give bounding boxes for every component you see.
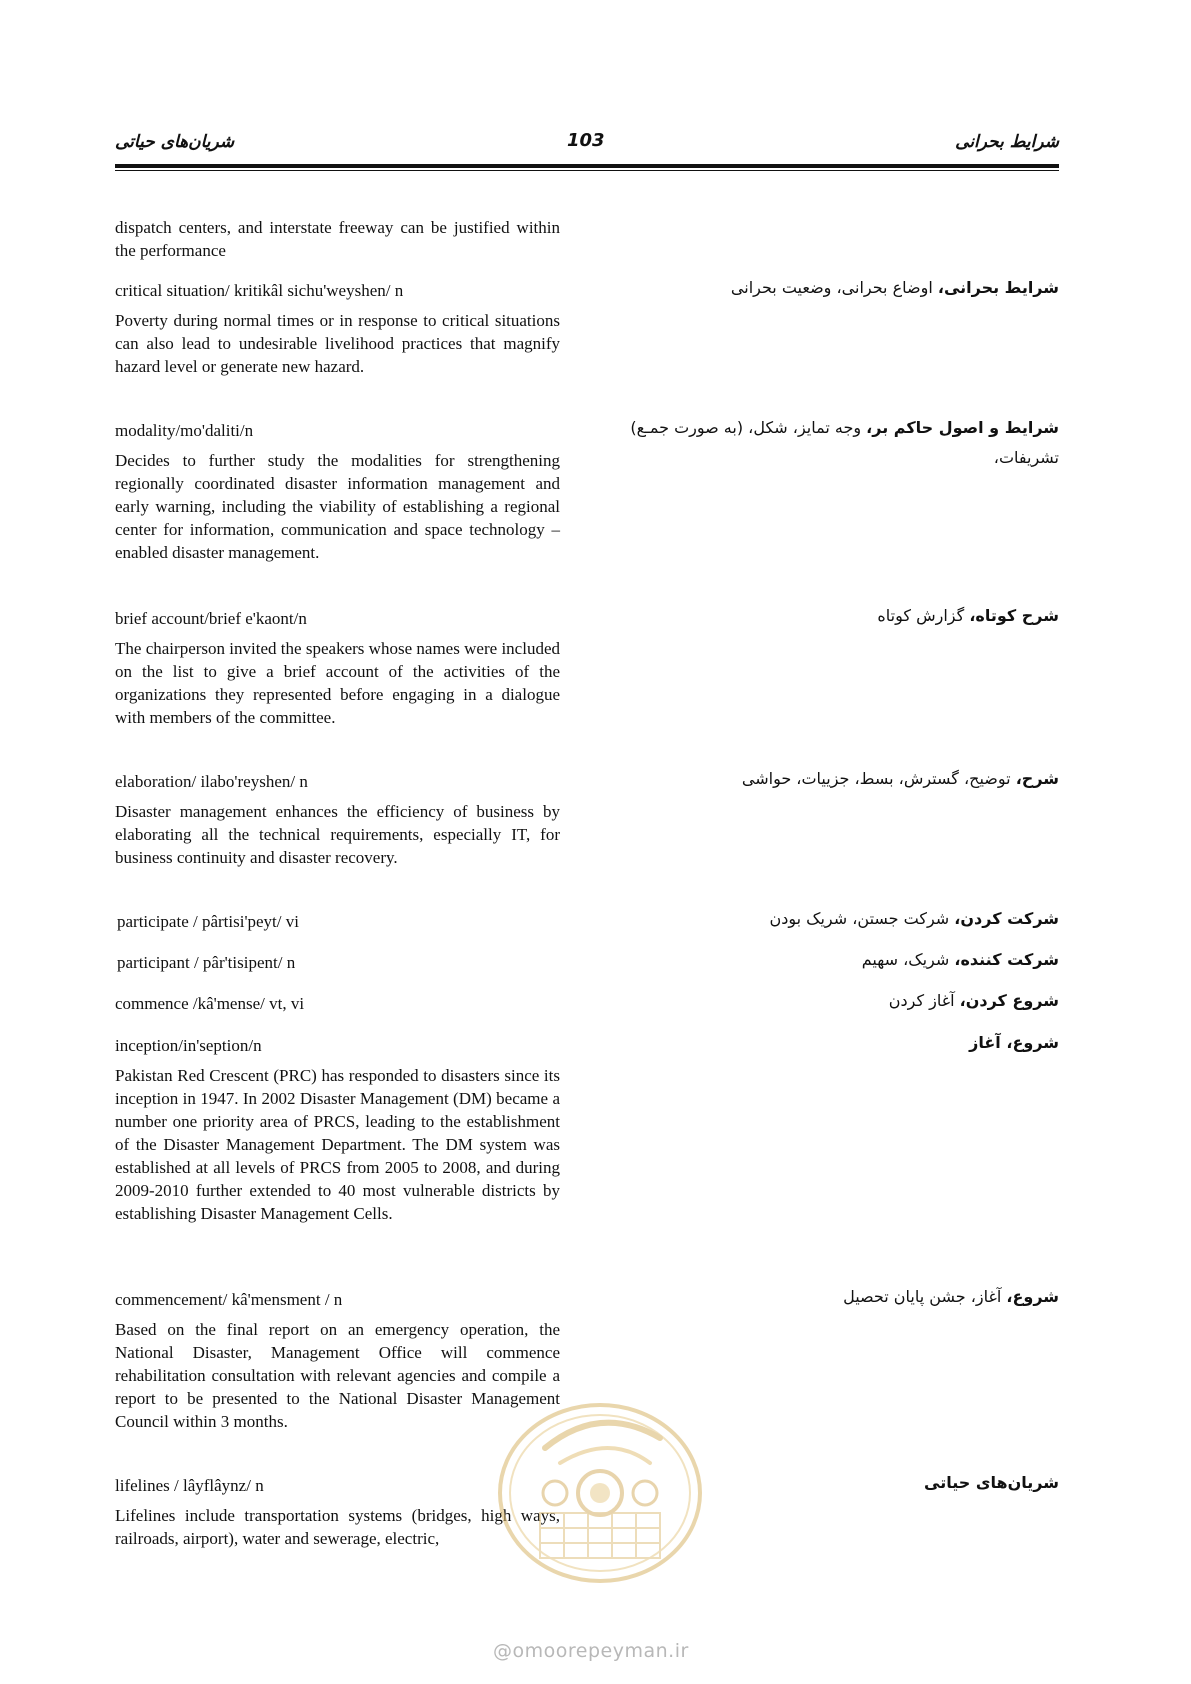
entry-example: The chairperson invited the speakers whose names were included on the list to give a brief account of the activities of the organizations they represented before engaging in a dialogue with members of the committee.: [115, 639, 560, 727]
entry-english: [115, 607, 560, 729]
at-icon: @: [493, 1640, 513, 1662]
entry-term: participant / pâr'tisipent/ n: [117, 953, 296, 972]
entry-persian-head: شرکت کننده،: [954, 950, 1059, 969]
entry-term: modality/mo'daliti/n: [115, 421, 254, 440]
entry-persian-rest: آغاز، جشن پایان تحصیل: [843, 1287, 1007, 1306]
entry-term: lifelines / lâyflâynz/ n: [115, 1476, 264, 1495]
entry-example: Pakistan Red Crescent (PRC) has responded to disasters since its inception in 1947. In 2002 Disaster Management (DM) became a number one priority area of PRCS, leading to the establishment of the Disaster Management Department. The DM system was established at all levels of PRCS from 2005 to 2008, and during 2009-2010 further extended to 40 most vulnerable districts by establishing Disaster Management Cells.: [115, 1066, 560, 1223]
entry-example: Lifelines include transportation systems (bridges, high ways, railroads, airport), water and sewerage, electric,: [115, 1506, 560, 1548]
entry-persian-rest: گزارش کوتاه: [877, 606, 970, 625]
entry-english: [115, 419, 560, 564]
entry-example: Disaster management enhances the efficiency of business by elaborating all the technical requirements, especially IT, for business continuity and disaster recovery.: [115, 802, 560, 867]
entry-persian-head: شرایط و اصول حاکم بر،: [866, 418, 1059, 437]
entry-persian-rest: وجه تمایز، شکل، (به صورت جمـع) تشریفات،: [630, 418, 1059, 467]
entry-english: [115, 279, 560, 378]
entry-persian-head: شرح کوتاه،: [969, 606, 1059, 625]
entry-term: commence /kâ'mense/ vt, vi: [115, 994, 305, 1013]
entry-persian-head: شرکت کردن،: [954, 909, 1059, 928]
entry-english: [115, 216, 560, 262]
entry-persian-head: شرایط بحرانی،: [937, 278, 1059, 297]
entry-persian: [589, 413, 1059, 473]
entry-example: dispatch centers, and interstate freeway can be justified within the performance: [115, 218, 560, 260]
entry-persian-head: شروع کردن،: [959, 991, 1059, 1010]
entry-term: elaboration/ ilabo'reyshen/ n: [115, 772, 308, 791]
entry-persian-rest: آغاز کردن: [888, 991, 960, 1010]
entry-persian: [589, 273, 1059, 303]
entry-persian-head: شروع، آغاز: [969, 1033, 1059, 1052]
page-header: [115, 128, 1059, 168]
header-rule-thick: [115, 164, 1059, 168]
entry-english: [117, 951, 562, 981]
page-number: 103: [567, 130, 605, 151]
entry-persian-head: شروع،: [1006, 1287, 1059, 1306]
entry-persian-rest: توضیح، گسترش، بسط، جزییات، حواشی: [741, 769, 1016, 788]
entry-persian: [589, 1028, 1059, 1058]
entry-english: [115, 992, 560, 1022]
entry-persian: [589, 904, 1059, 934]
entry-persian: [589, 1282, 1059, 1312]
entry-example: Based on the final report on an emergency operation, the National Disaster, Management Office will commence rehabilitation consultation with relevant agencies and compile a report to be presented to the National Disaster Management Council within 3 months.: [115, 1320, 560, 1431]
entry-english: [115, 1034, 560, 1225]
entry-term: inception/in'seption/n: [115, 1036, 262, 1055]
entry-example: Poverty during normal times or in response to critical situations can also lead to undesirable livelihood practices that magnify hazard level or generate new hazard.: [115, 311, 560, 376]
entry-english: [115, 770, 560, 869]
watermark-stamp-logo: [490, 1393, 710, 1583]
entry-persian: [589, 764, 1059, 794]
header-left-title: شریان‌های حیاتی: [115, 132, 235, 152]
watermark-site: [493, 1640, 689, 1662]
entry-persian-rest: اوضاع بحرانی، وضعیت بحرانی: [730, 278, 938, 297]
entry-term: brief account/brief e'kaont/n: [115, 609, 307, 628]
entry-persian: [589, 986, 1059, 1016]
watermark-site-text: omoorepeyman.ir: [512, 1640, 689, 1662]
entry-term: participate / pârtisi'peyt/ vi: [117, 912, 299, 931]
entry-term: critical situation/ kritikâl sichu'weyshen/ n: [115, 281, 404, 300]
entry-term: commencement/ kâ'mensment / n: [115, 1290, 343, 1309]
entry-persian: [589, 601, 1059, 631]
entry-persian-rest: شرکت جستن، شریک بودن: [769, 909, 955, 928]
entry-persian-head: شرح،: [1015, 769, 1059, 788]
entry-persian-rest: شریک، سهیم: [861, 950, 955, 969]
entry-persian: [589, 945, 1059, 975]
entry-example: Decides to further study the modalities for strengthening regionally coordinated disaster information management and early warning, including the viability of establishing a regional center for information, communication and space technology – enabled disaster management.: [115, 451, 560, 562]
header-rule-thin: [115, 170, 1059, 171]
entry-english: [117, 910, 562, 940]
entry-persian-head: شریان‌های حیاتی: [924, 1473, 1059, 1492]
header-right-title: شرایط بحرانی: [955, 132, 1059, 152]
